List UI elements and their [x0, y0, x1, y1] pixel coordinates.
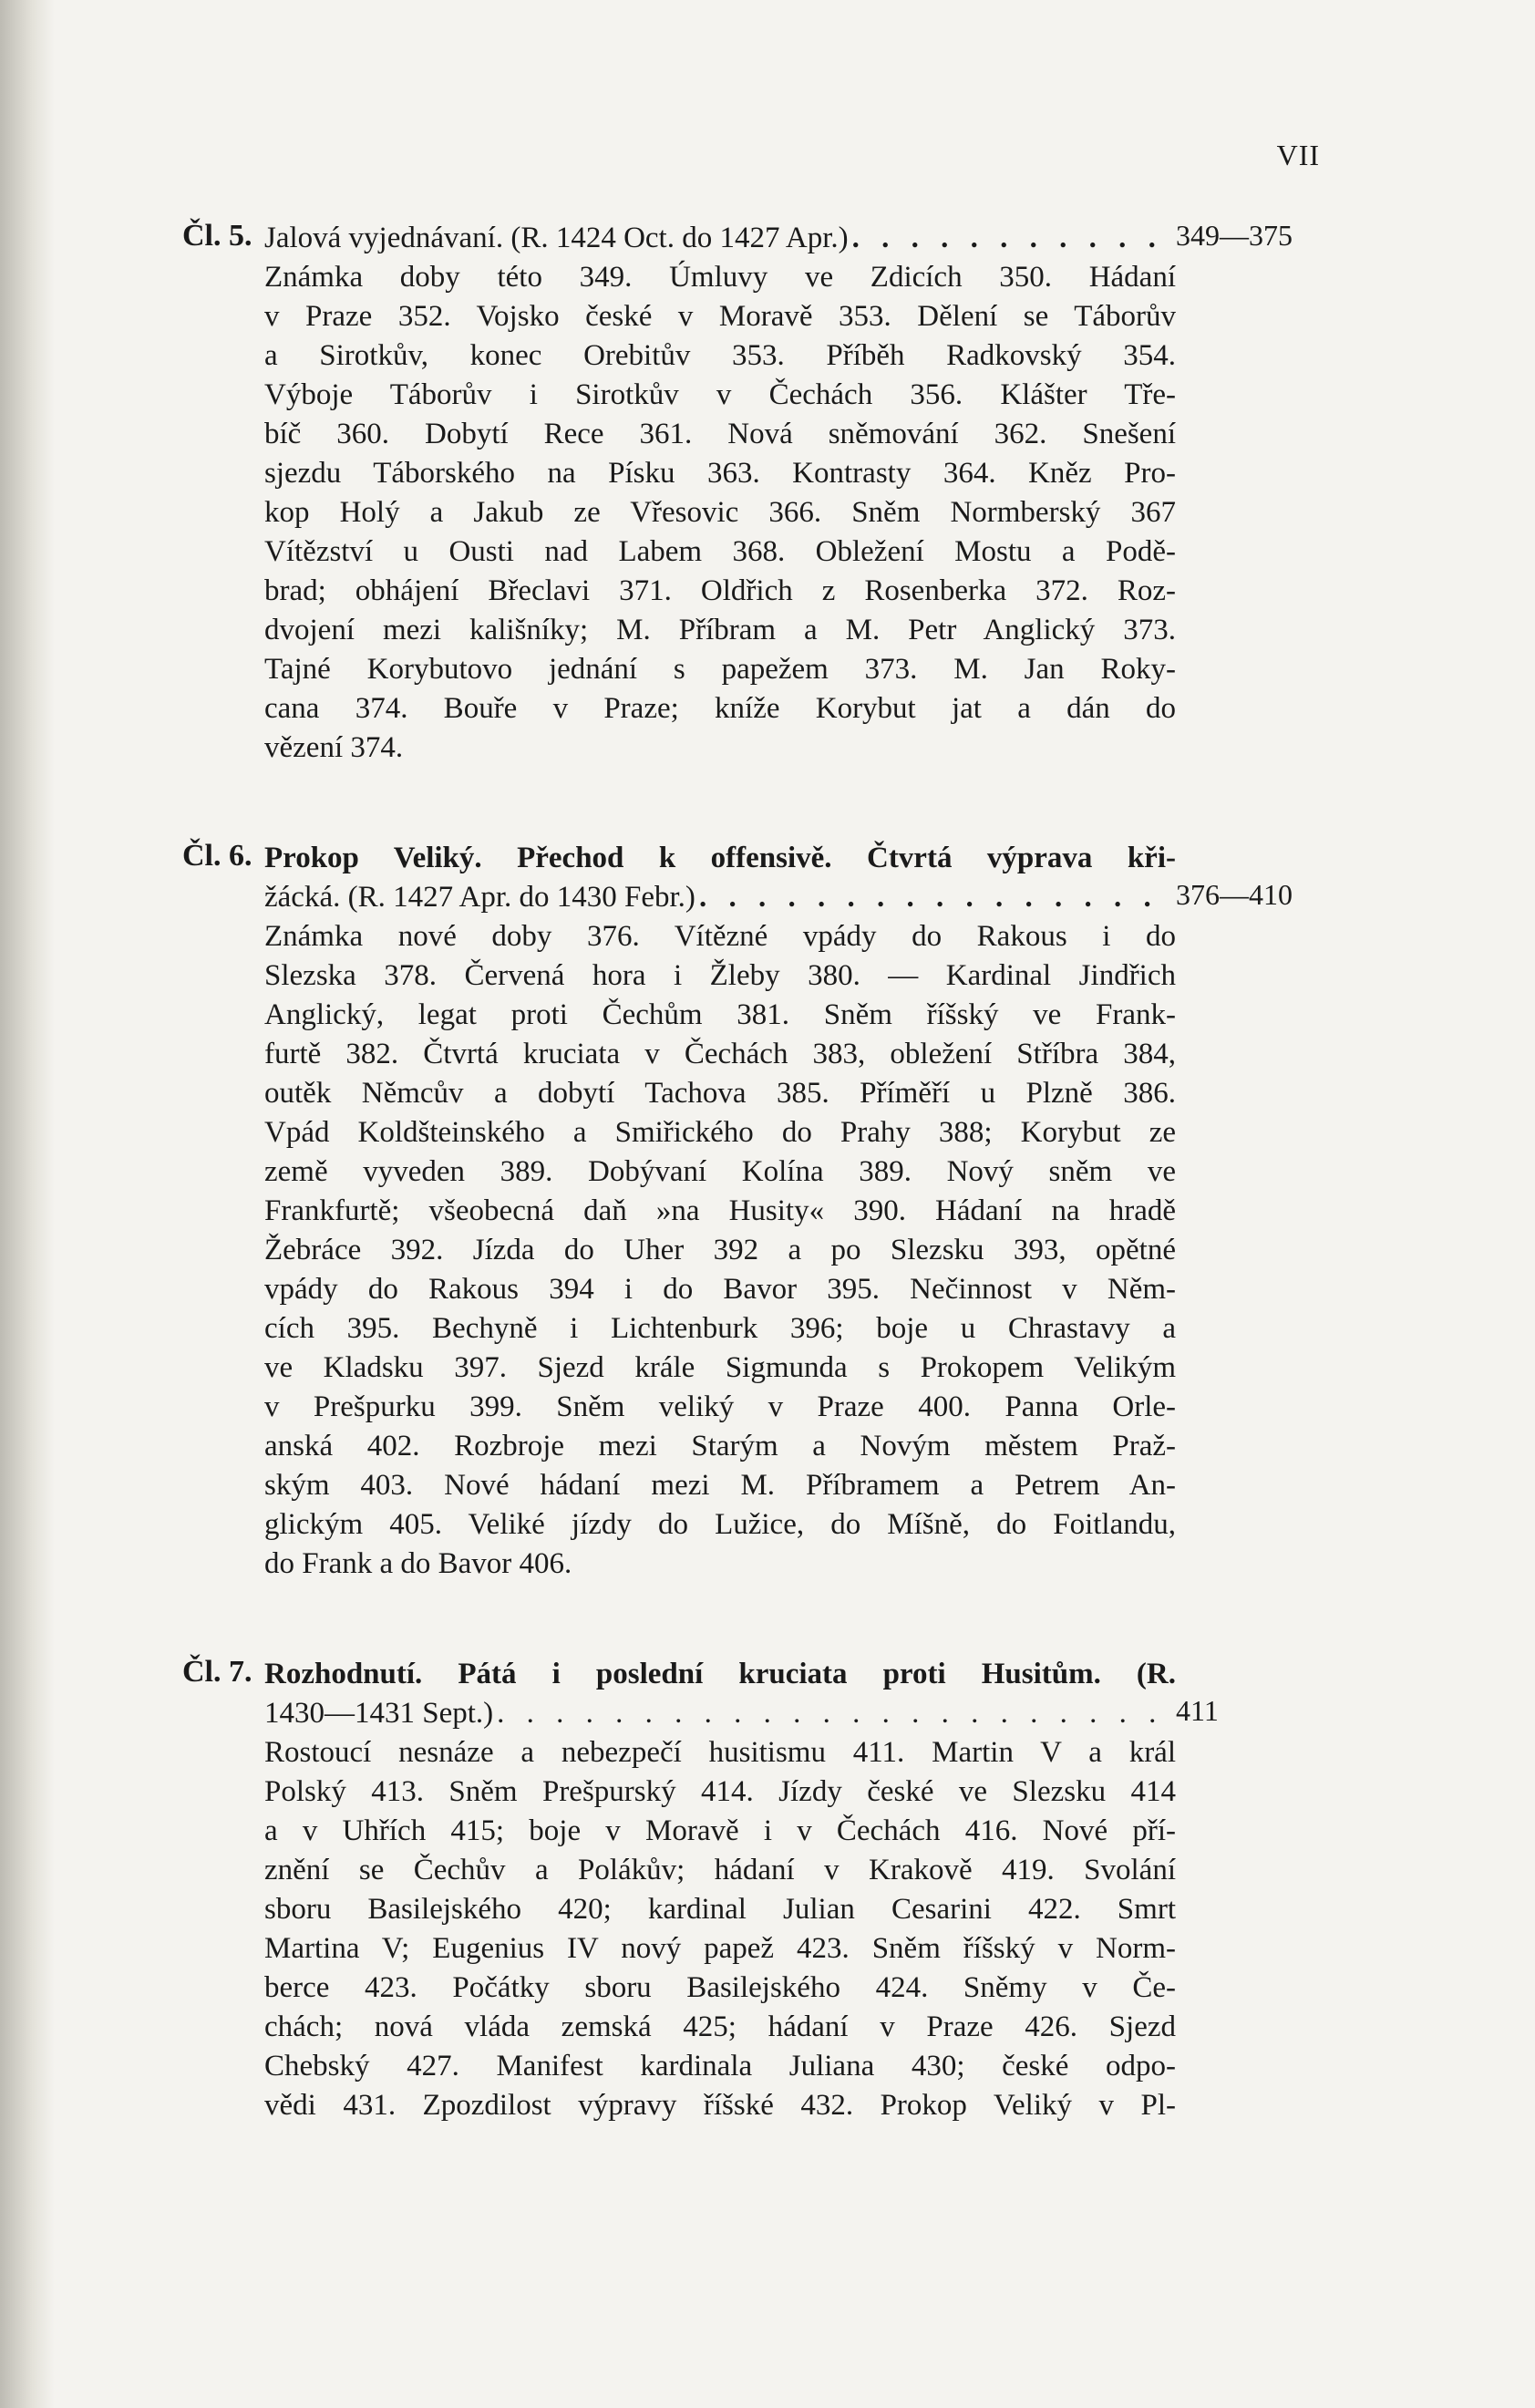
text-line: Polský 413. Sněm Prešpurský 414. Jízdy české ve Slezsku 414	[264, 1775, 1176, 1808]
text-line: Vpád Koldšteinského a Smiřického do Prahy 388; Korybut ze	[264, 1116, 1176, 1149]
text-line: berce 423. Počátky sboru Basilejského 424. Sněmy v Če-	[264, 1971, 1176, 2004]
text-line: sjezdu Táborského na Písku 363. Kontrasty 364. Kněz Pro-	[264, 457, 1176, 490]
text-line: znění se Čechův a Polákův; hádaní v Krakově 419. Svolání	[264, 1854, 1176, 1886]
text-line: vězení 374.	[264, 731, 404, 764]
text-line: Anglický, legat proti Čechům 381. Sněm říšský ve Frank-	[264, 998, 1176, 1031]
text-line: glickým 405. Veliké jízdy do Lužice, do Míšně, do Foitlandu,	[264, 1508, 1176, 1541]
text-line: Známka doby této 349. Úmluvy ve Zdicích 350. Hádaní	[264, 261, 1176, 294]
section-heading-line: Jalová vyjednávaní. (R. 1424 Oct. do 1427 Apr.) . . .	[264, 219, 1176, 258]
text-line: kop Holý a Jakub ze Vřesovic 366. Sněm Normberský 367	[264, 496, 1176, 529]
section-label: Čl. 7.	[182, 1655, 252, 1689]
section-lines	[264, 219, 1176, 768]
text-line: Výboje Táborův i Sirotkův v Čechách 356. Klášter Tře-	[264, 378, 1176, 411]
text-line: Vítězství u Ousti nad Labem 368. Obležení Mostu a Podě-	[264, 535, 1176, 568]
text-line: brad; obhájení Břeclavi 371. Oldřich z Rosenberka 372. Roz-	[264, 574, 1176, 607]
section-pages: 376—410	[1176, 878, 1293, 911]
text-line: Slezska 378. Červená hora i Žleby 380. — Kardinal Jindřich	[264, 959, 1176, 992]
text-line: cích 395. Bechyně i Lichtenburk 396; boje u Chrastavy a	[264, 1312, 1176, 1345]
text-line: a Sirotkův, konec Orebitův 353. Příběh Radkovský 354.	[264, 339, 1176, 372]
text-line: chách; nová vláda zemská 425; hádaní v Praze 426. Sjezd	[264, 2010, 1176, 2043]
text-line: Martina V; Eugenius IV nový papež 423. Sněm říšský v Norm-	[264, 1932, 1176, 1965]
text-line: Tajné Korybutovo jednání s papežem 373. M. Jan Roky-	[264, 653, 1176, 686]
text-line: Rostoucí nesnáze a nebezpečí husitismu 411. Martin V a král	[264, 1736, 1176, 1769]
text-line: outěk Němcův a dobytí Tachova 385. Příměří u Plzně 386.	[264, 1077, 1176, 1110]
text-line: vědi 431. Zpozdilost výpravy říšské 432. Prokop Veliký v Pl-	[264, 2089, 1176, 2122]
section-pages: 411	[1176, 1694, 1219, 1727]
text-line: a v Uhřích 415; boje v Moravě i v Čechách 416. Nové pří-	[264, 1814, 1176, 1847]
text-line: v Prešpurku 399. Sněm veliký v Praze 400. Panna Orle-	[264, 1390, 1176, 1423]
text-line: Žebráce 392. Jízda do Uher 392 a po Slezsku 393, opětné	[264, 1234, 1176, 1266]
section-label: Čl. 6.	[182, 839, 252, 873]
text-line: dvojení mezi kališníky; M. Příbram a M. Petr Anglický 373.	[264, 614, 1176, 646]
text-line: v Praze 352. Vojsko české v Moravě 353. Dělení se Táborův	[264, 300, 1176, 333]
text-line: do Frank a do Bavor 406.	[264, 1547, 572, 1580]
text-line: země vyveden 389. Dobývaní Kolína 389. Nový sněm ve	[264, 1155, 1176, 1188]
text-line: Chebský 427. Manifest kardinala Juliana 430; české odpo-	[264, 2050, 1176, 2082]
text-line: ským 403. Nové hádaní mezi M. Příbramem a Petrem An-	[264, 1469, 1176, 1502]
text-line: Známka nové doby 376. Vítězné vpády do Rakous i do	[264, 920, 1176, 953]
section-heading-line: 1430—1431 Sept.) . . .	[264, 1694, 1176, 1733]
section-pages: 349—375	[1176, 219, 1293, 252]
text-line: ve Kladsku 397. Sjezd krále Sigmunda s Prokopem Velikým	[264, 1351, 1176, 1384]
text-line: cana 374. Bouře v Praze; kníže Korybut jat a dán do	[264, 692, 1176, 725]
page-binding-shadow	[0, 0, 55, 2408]
text-line: anská 402. Rozbroje mezi Starým a Novým městem Praž-	[264, 1430, 1176, 1462]
text-line: vpády do Rakous 394 i do Bavor 395. Nečinnost v Něm-	[264, 1273, 1176, 1306]
section-heading-line: Prokop Veliký. Přechod k offensivě. Čtvrtá výprava kři-	[264, 842, 1176, 874]
text-line: furtě 382. Čtvrtá kruciata v Čechách 383, obležení Stříbra 384,	[264, 1038, 1176, 1070]
page-number: VII	[1276, 139, 1320, 171]
section-label: Čl. 5.	[182, 219, 252, 253]
section-lines	[264, 1655, 1176, 2125]
text-line: bíč 360. Dobytí Rece 361. Nová sněmování 362. Snešení	[264, 418, 1176, 450]
section-heading-line: Rozhodnutí. Pátá i poslední kruciata proti Husitům. (R.	[264, 1658, 1176, 1690]
section-lines	[264, 839, 1176, 1584]
section-heading-line: žácká. (R. 1427 Apr. do 1430 Febr.) . . .	[264, 878, 1176, 917]
text-line: sboru Basilejského 420; kardinal Julian Cesarini 422. Smrt	[264, 1893, 1176, 1926]
text-line: Frankfurtě; všeobecná daň »na Husity« 390. Hádaní na hradě	[264, 1194, 1176, 1227]
